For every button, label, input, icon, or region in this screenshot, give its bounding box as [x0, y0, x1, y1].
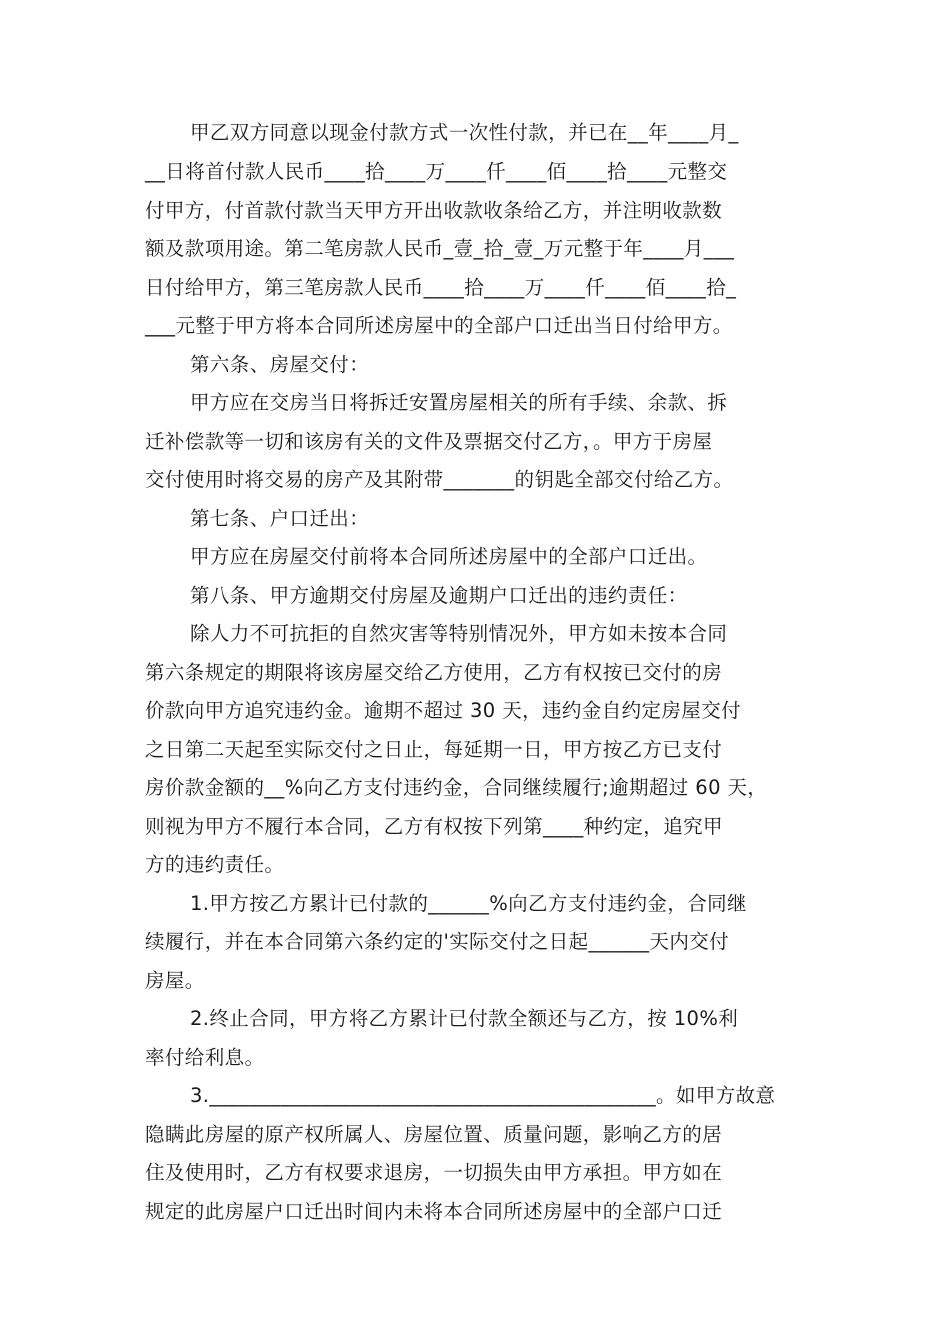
- list-item: 3.____________________________________________。如甲方故意: [190, 1084, 776, 1107]
- text-line: 甲方应在房屋交付前将本合同所述房屋中的全部户口迁出。: [190, 545, 708, 568]
- text-line: 房价款金额的__%向乙方支付违约金，合同继续履行;逾期超过 60 天，: [145, 776, 768, 799]
- text-line: 续履行，并在本合同第六条约定的'实际交付之日起______天内交付: [145, 930, 730, 953]
- text-line: ___元整于甲方将本合同所述房屋中的全部户口迁出当日付给甲方。: [145, 314, 733, 337]
- text-line: 迁补偿款等一切和该房有关的文件及票据交付乙方，。甲方于房屋: [145, 430, 713, 453]
- section-heading: 第六条、房屋交付：: [190, 353, 370, 376]
- text-line: 则视为甲方不履行本合同，乙方有权按下列第____种约定，追究甲: [145, 815, 723, 838]
- text-line: 之日第二天起至实际交付之日止，每延期一日，甲方按乙方已支付: [145, 738, 723, 761]
- text-line: 方的违约责任。: [145, 853, 285, 876]
- text-line: 甲乙双方同意以现金付款方式一次性付款，并已在__年____月_: [190, 121, 739, 144]
- text-line: 率付给利息。: [145, 1046, 265, 1069]
- list-item: 2.终止合同，甲方将乙方累计已付款全额还与乙方，按 10%利: [190, 1007, 739, 1030]
- text-line: 甲方应在交房当日将拆迁安置房屋相关的所有手续、余款、拆: [190, 391, 728, 414]
- text-line: 第六条规定的期限将该房屋交给乙方使用，乙方有权按已交付的房: [145, 661, 723, 684]
- text-line: 住及使用时，乙方有权要求退房，一切损失由甲方承担。甲方如在: [145, 1161, 723, 1184]
- text-line: 规定的此房屋户口迁出时间内未将本合同所述房屋中的全部户口迁: [145, 1200, 723, 1223]
- section-heading: 第八条、甲方逾期交付房屋及逾期户口迁出的违约责任：: [190, 584, 688, 607]
- list-item: 1.甲方按乙方累计已付款的______%向乙方支付违约金，合同继: [190, 892, 747, 915]
- text-line: 额及款项用途。第二笔房款人民币_壹_拾_壹_万元整于年____月___: [145, 237, 735, 260]
- text-line: 交付使用时将交易的房产及其附带_______的钥匙全部交付给乙方。: [145, 468, 734, 491]
- text-line: 价款向甲方追究违约金。逾期不超过 30 天，违约金自约定房屋交付: [145, 699, 742, 722]
- text-line: __日将首付款人民币____拾____万____仟____佰____拾____元整交: [145, 160, 728, 183]
- text-line: 日付给甲方，第三笔房款人民币____拾____万____仟____佰____拾_: [145, 276, 737, 299]
- text-line: 除人力不可抗拒的自然灾害等特别情况外，甲方如未按本合同: [190, 622, 728, 645]
- text-line: 房屋。: [145, 969, 205, 992]
- text-line: 隐瞒此房屋的原产权所属人、房屋位置、质量问题，影响乙方的居: [145, 1123, 723, 1146]
- section-heading: 第七条、户口迁出：: [190, 507, 370, 530]
- text-line: 付甲方，付首款付款当天甲方开出收款收条给乙方，并注明收款数: [145, 199, 723, 222]
